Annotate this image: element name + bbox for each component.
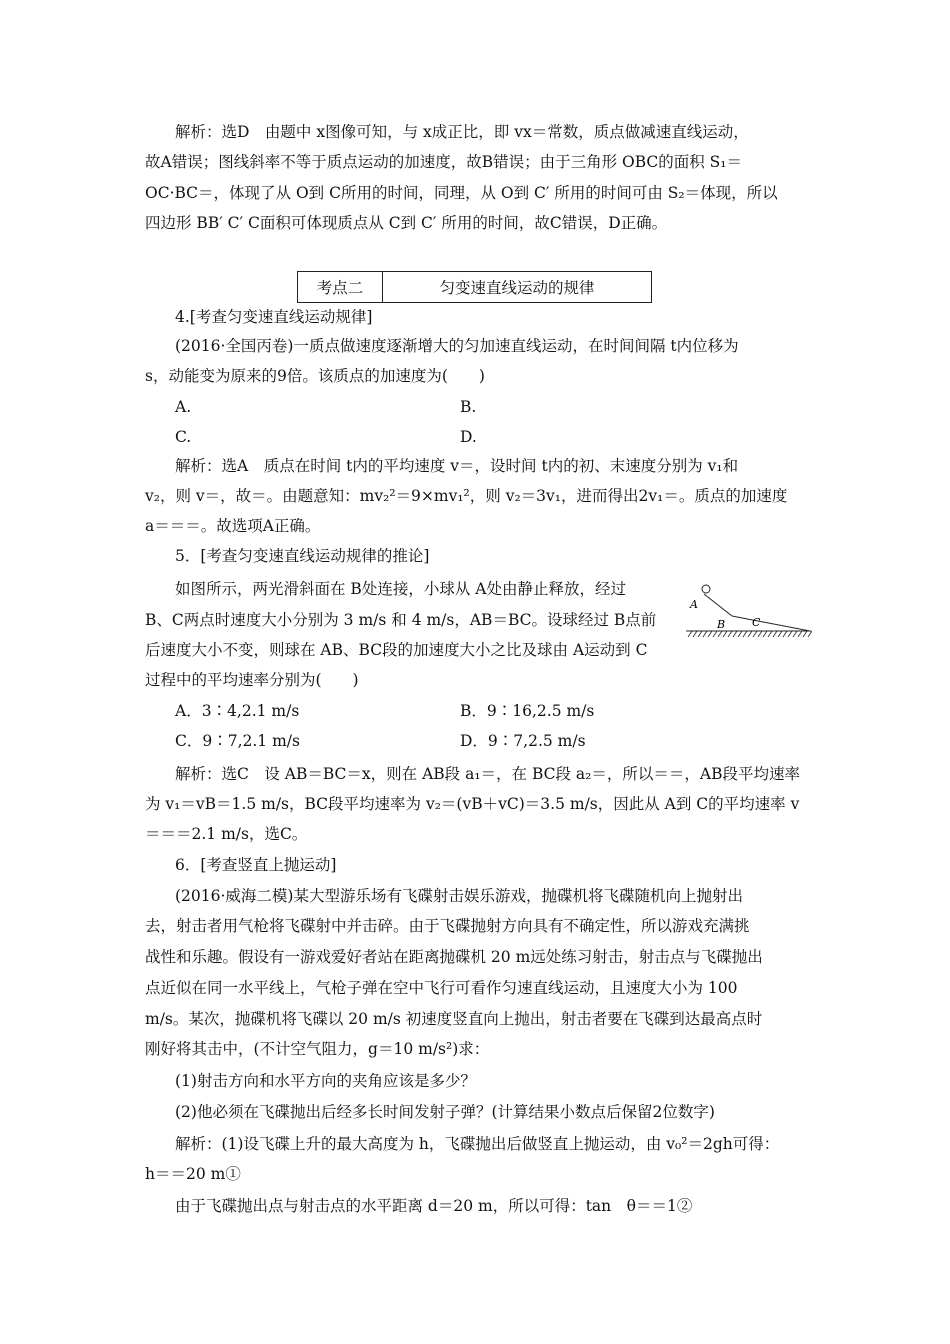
text-line: (2)他必须在飞碟抛出后经多长时间发射子弹？(计算结果小数点后保留2位数字) xyxy=(175,1103,715,1121)
text-line: A．3∶4,2.1 m/s xyxy=(175,702,300,720)
incline-bc xyxy=(732,616,810,631)
hatch-mark xyxy=(688,631,692,637)
text-line: C. xyxy=(175,428,192,446)
option-line: B．9∶16,2.5 m/s xyxy=(460,702,595,720)
hatch-mark xyxy=(748,631,752,637)
hatch-mark xyxy=(793,631,797,637)
hatch-mark xyxy=(708,631,712,637)
text-line: 点近似在同一水平线上，气枪子弹在空中飞行可看作匀速直线运动，且速度大小为 100 xyxy=(145,979,738,997)
text-line: m/s。某次，抛碟机将飞碟以 20 m/s 初速度竖直向上抛出，射击者要在飞碟到达最高点时 xyxy=(145,1010,763,1028)
text-line: 由于飞碟抛出点与射击点的水平距离 d＝20 m，所以可得：tan θ＝＝1② xyxy=(175,1197,693,1215)
incline-ab xyxy=(704,594,732,616)
hatch-mark xyxy=(733,631,737,637)
hatch-mark xyxy=(703,631,707,637)
text-line: 为 v₁＝vB＝1.5 m/s，BC段平均速率为 v₂＝(vB＋vC)＝3.5 m/s，因此从 A到 C的平均速率 v xyxy=(145,795,800,813)
hatch-mark xyxy=(693,631,697,637)
text-line: 去，射击者用气枪将飞碟射中并击碎。由于飞碟抛射方向具有不确定性，所以游戏充满挑 xyxy=(145,917,750,935)
text-line: OC·BC＝，体现了从 O到 C所用的时间，同理，从 O到 C′ 所用的时间可由 S₂＝体现，所以 xyxy=(145,184,778,202)
section-title: 匀变速直线运动的规律 xyxy=(439,279,595,297)
text-line: 过程中的平均速率分别为( ) xyxy=(145,671,359,689)
label-b: B xyxy=(717,618,726,631)
hatch-mark xyxy=(763,631,767,637)
hatch-mark xyxy=(758,631,762,637)
hatch-mark xyxy=(803,631,807,637)
option-line: D. xyxy=(460,428,477,446)
text-line: A. xyxy=(175,398,192,416)
text-line: h＝＝20 m① xyxy=(145,1165,241,1183)
text-line: 4.[考查匀变速直线运动规律] xyxy=(175,308,373,326)
hatch-mark xyxy=(728,631,732,637)
text-line: 解析：选D 由题中 x图像可知，与 x成正比，即 vx＝常数，质点做减速直线运动， xyxy=(175,123,749,141)
section-header xyxy=(297,271,652,303)
label-a: A xyxy=(690,598,698,611)
text-line: (2016·全国丙卷)一质点做速度逐渐增大的匀加速直线运动，在时间间隔 t内位移为 xyxy=(175,337,739,355)
hatch-mark xyxy=(808,631,812,637)
text-line: 5．[考查匀变速直线运动规律的推论] xyxy=(175,547,430,565)
hatch-mark xyxy=(743,631,747,637)
text-line: 解析：(1)设飞碟上升的最大高度为 h，飞碟抛出后做竖直上抛运动，由 v₀²＝2gh可得： xyxy=(175,1135,780,1153)
hatch-mark xyxy=(768,631,772,637)
hatch-mark xyxy=(713,631,717,637)
hatch-mark xyxy=(778,631,782,637)
hatch-mark xyxy=(788,631,792,637)
option-line: D．9∶7,2.5 m/s xyxy=(460,732,586,750)
text-line: B、C两点时速度大小分别为 3 m/s 和 4 m/s，AB＝BC。设球经过 B点前 xyxy=(145,611,657,629)
text-line: ＝＝＝2.1 m/s，选C。 xyxy=(145,825,308,843)
text-line: (2016·威海二模)某大型游乐场有飞碟射击娱乐游戏，抛碟机将飞碟随机向上抛射出 xyxy=(175,887,743,905)
text-line: 解析：选C 设 AB＝BC＝x，则在 AB段 a₁＝，在 BC段 a₂＝，所以＝＝，AB段平均速率 xyxy=(175,765,800,783)
option-line: B. xyxy=(460,398,477,416)
text-line: C．9∶7,2.1 m/s xyxy=(175,732,300,750)
incline-figure xyxy=(684,582,812,644)
text-line: 6．[考查竖直上抛运动] xyxy=(175,856,337,874)
ground-hatch xyxy=(688,631,812,637)
label-c: C xyxy=(752,616,761,629)
hatch-mark xyxy=(783,631,787,637)
hatch-mark xyxy=(738,631,742,637)
hatch-mark xyxy=(773,631,777,637)
text-line: s，动能变为原来的9倍。该质点的加速度为( ) xyxy=(145,367,485,385)
ball-icon xyxy=(702,585,710,593)
text-line: 刚好将其击中，(不计空气阻力，g＝10 m/s²)求： xyxy=(145,1040,490,1058)
text-line: (1)射击方向和水平方向的夹角应该是多少？ xyxy=(175,1072,476,1090)
text-line: 解析：选A 质点在时间 t内的平均速度 v＝，设时间 t内的初、末速度分别为 v₁和 xyxy=(175,457,739,475)
text-line: 故A错误；图线斜率不等于质点运动的加速度，故B错误；由于三角形 OBC的面积 S₁＝ xyxy=(145,153,743,171)
text-line: 战性和乐趣。假设有一游戏爱好者站在距离抛碟机 20 m远处练习射击，射击点与飞碟抛出 xyxy=(145,948,763,966)
text-line: 后速度大小不变，则球在 AB、BC段的加速度大小之比及球由 A运动到 C xyxy=(145,641,648,659)
hatch-mark xyxy=(798,631,802,637)
hatch-mark xyxy=(718,631,722,637)
text-line: a＝＝＝。故选项A正确。 xyxy=(145,517,321,535)
hatch-mark xyxy=(753,631,757,637)
text-line: 如图所示，两光滑斜面在 B处连接，小球从 A处由静止释放，经过 xyxy=(175,580,626,598)
hatch-mark xyxy=(723,631,727,637)
hatch-mark xyxy=(698,631,702,637)
text-line: 四边形 BB′ C′ C面积可体现质点从 C到 C′ 所用的时间，故C错误，D正确。 xyxy=(145,214,668,232)
section-label: 考点二 xyxy=(298,272,383,302)
text-line: v₂，则 v＝，故＝。由题意知：mv₂²＝9×mv₁²，则 v₂＝3v₁，进而得出2v₁＝。质点的加速度 xyxy=(145,487,788,505)
